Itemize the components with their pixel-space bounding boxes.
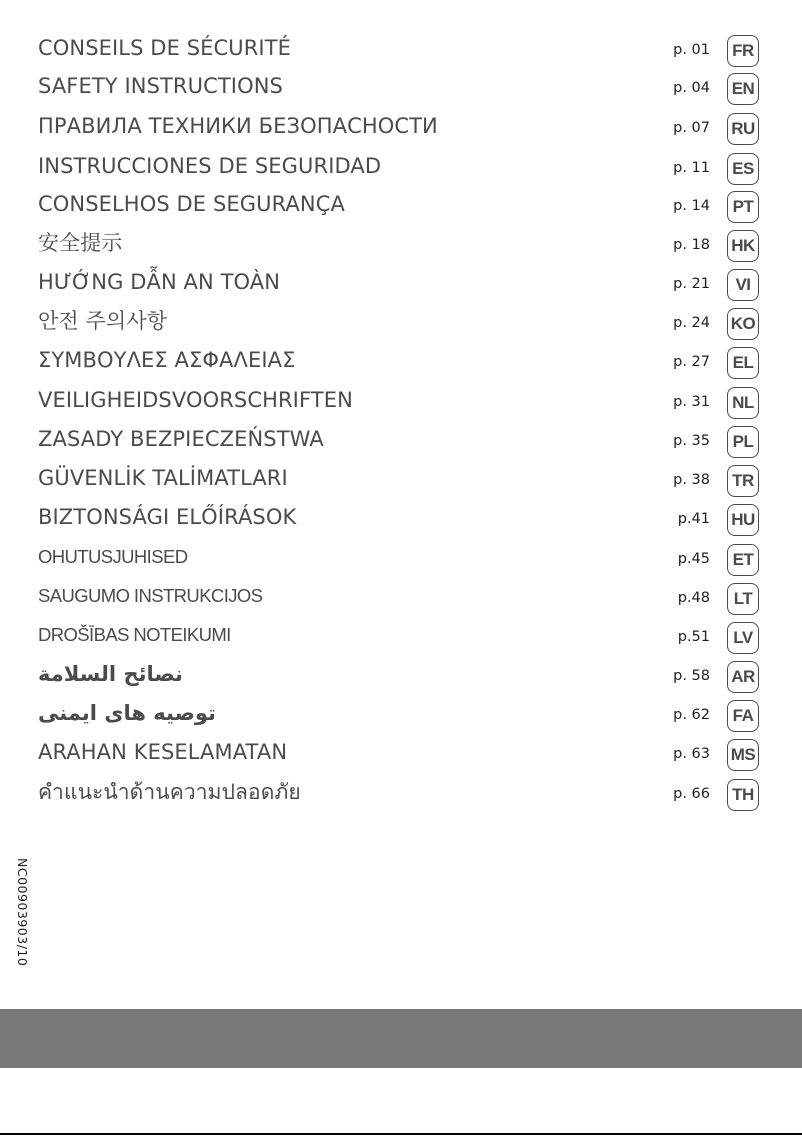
toc-row-lv[interactable] [0,622,802,662]
language-badge: AR [727,661,759,693]
toc-title: SAFETY INSTRUCTIONS [38,74,283,98]
toc-row-ms[interactable] [0,739,802,779]
toc-page-number: p.48 [677,590,710,606]
document-reference-code: NC00903903/10 [15,858,30,967]
language-badge: EL [727,347,759,379]
language-badge: LT [727,583,759,615]
toc-row-lt[interactable] [0,583,802,623]
toc-page-number: p.41 [677,511,710,527]
toc-page-number: p. 38 [673,472,710,488]
footer-band [0,1009,802,1068]
toc-row-fa[interactable] [0,700,802,740]
language-badge: TR [727,465,759,497]
language-badge: KO [727,308,759,340]
language-badge: ET [727,544,759,576]
toc-page-number: p. 63 [673,746,710,762]
language-badge: MS [727,739,759,771]
toc-title: DROŠĪBAS NOTEIKUMI [38,624,231,645]
toc-page-number: p. 11 [673,160,710,176]
language-badge: TH [727,779,759,811]
toc-title: توصیه های ایمنی [38,701,216,725]
toc-title: CONSEILS DE SÉCURITÉ [38,36,292,60]
bottom-divider [0,1133,802,1135]
language-badge: VI [727,269,759,301]
toc-page-number: p. 24 [673,315,710,331]
toc-row-el[interactable] [0,347,802,387]
toc-row-fr[interactable] [0,35,802,75]
toc-row-th[interactable] [0,779,802,819]
toc-page-number: p. 58 [673,668,710,684]
toc-page-number: p. 07 [673,120,710,136]
toc-row-hu[interactable] [0,504,802,544]
toc-page-number: p. 27 [673,354,710,370]
language-badge: NL [727,387,759,419]
toc-title: ПРАВИЛА ТЕХНИКИ БЕЗОПАСНОСТИ [38,114,438,138]
toc-page-number: p. 04 [673,80,710,96]
toc-title: 안전 주의사항 [38,309,168,333]
language-badge: HK [727,230,759,262]
toc-row-et[interactable] [0,544,802,584]
toc-page-number: p. 14 [673,198,710,214]
toc-page-number: p. 01 [673,42,710,58]
toc-title: INSTRUCCIONES DE SEGURIDAD [38,154,382,178]
toc-page-number: p. 66 [673,786,710,802]
toc-page-number: p. 31 [673,394,710,410]
language-badge: EN [727,73,759,105]
toc-page-number: p. 18 [673,237,710,253]
language-badge: PT [727,191,759,223]
toc-title: GÜVENLİK TALİMATLARI [38,466,288,490]
toc-title: HƯỚNG DẪN AN TOÀN [38,270,281,294]
toc-row-ru[interactable] [0,113,802,153]
toc-title: ΣΥΜΒΟΥΛΕΣ ΑΣΦΑΛΕΙΑΣ [38,348,296,372]
toc-title: نصائح السلامة [38,662,183,686]
toc-row-vi[interactable] [0,269,802,309]
toc-row-ko[interactable] [0,308,802,348]
toc-row-pt[interactable] [0,191,802,231]
language-badge: FR [727,35,759,67]
toc-page-number: p. 21 [673,276,710,292]
toc-title: ARAHAN KESELAMATAN [38,740,288,764]
toc-row-pl[interactable] [0,426,802,466]
language-badge: ES [727,153,759,185]
toc-title: OHUTUSJUHISED [38,546,188,567]
language-badge: HU [727,504,759,536]
language-badge: RU [727,113,759,145]
toc-row-ar[interactable] [0,661,802,701]
toc-row-es[interactable] [0,153,802,193]
toc-page-number: p. 62 [673,707,710,723]
toc-title: คำแนะนำด้านความปลอดภัย [38,780,301,804]
toc-title: BIZTONSÁGI ELŐÍRÁSOK [38,505,297,529]
toc-title: ZASADY BEZPIECZEŃSTWA [38,427,324,451]
toc-page-number: p. 35 [673,433,710,449]
language-badge: PL [727,426,759,458]
toc-title: CONSELHOS DE SEGURANÇA [38,192,345,216]
toc-title: SAUGUMO INSTRUKCIJOS [38,585,263,606]
toc-title: 安全提示 [38,231,123,255]
toc-row-en[interactable] [0,73,802,113]
language-badge: FA [727,700,759,732]
toc-row-tr[interactable] [0,465,802,505]
toc-page-number: p.51 [677,629,710,645]
toc-row-hk[interactable] [0,230,802,270]
toc-title: VEILIGHEIDSVOORSCHRIFTEN [38,388,353,412]
language-badge: LV [727,622,759,654]
toc-page-number: p.45 [677,551,710,567]
toc-row-nl[interactable] [0,387,802,427]
